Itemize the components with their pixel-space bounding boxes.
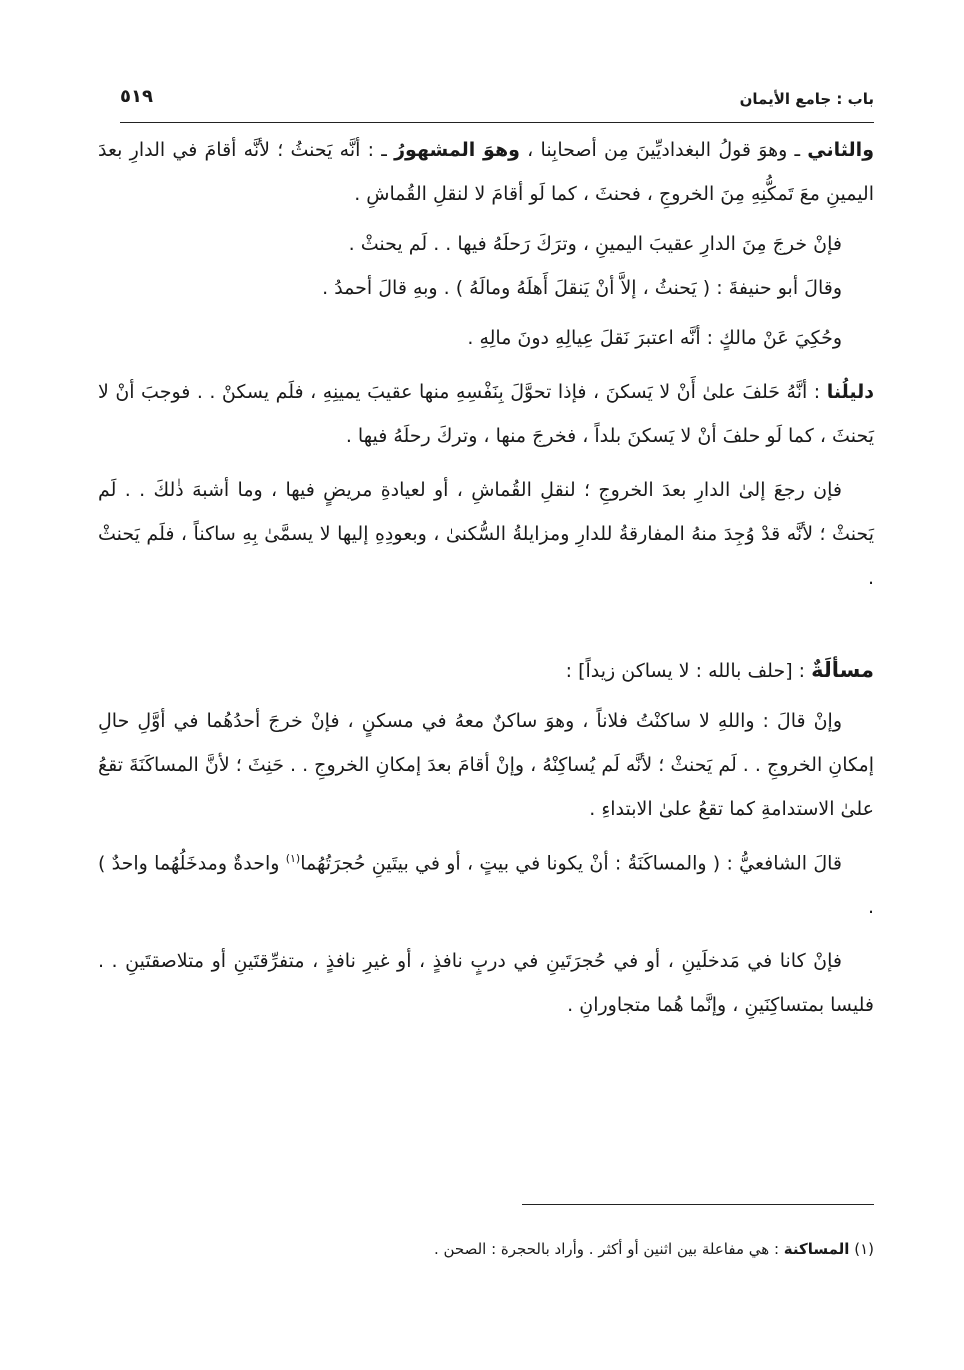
paragraph-lead: والثاني: [807, 139, 875, 161]
paragraph-text: وحُكِيَ عَنْ مالكٍ : أنَّه اعتبرَ نَقلَ عِيالِهِ دونَ مالِهِ .: [467, 327, 842, 349]
paragraph-text: فإنْ خرجَ مِنَ الدارِ عقيبَ اليمينِ ، وترَكَ رَحلَهُ فيها . . لَم يحنثْ .: [348, 233, 842, 255]
paragraph-text: فإن رجعَ إلىٰ الدارِ بعدَ الخروجِ ؛ لنقلِ القُماشِ ، أو لعيادةِ مريضٍ فيها ، وما أشبهَ ذٰلكَ . . لَم يَحنثْ ؛ لأنَّه قدْ وُجِدَ منهُ المفارقةُ للدارِ ومزايلةُ السُّكنىٰ ، وبعودِهِ إليها لا يسمَّىٰ بِهِ ساكناً ، فلَم يَحنثْ .: [98, 479, 874, 589]
footnote-text: : هي مفاعلة بين اثنين أو أكثر . وأراد بالحجرة : الصحن .: [433, 1240, 784, 1258]
paragraph-evidence: [98, 370, 874, 458]
paragraph-text: فإنْ كانا في مَدخلَينِ ، أو في حُجرَتَينِ في دربٍ نافذٍ ، أو غيرِ نافذٍ ، متفرِّقتَينِ أو متلاصقتَينِ . . فليسا بمتساكِنَينِ ، وإنَّما هُما متجاورانِ .: [98, 950, 874, 1017]
paragraph-leaving-house: [98, 222, 874, 266]
paragraph-abu-hanifa: [98, 266, 874, 310]
paragraph-malik: [98, 316, 874, 360]
paragraph-emphasis: وهوَ المشهورُ: [394, 139, 520, 161]
paragraph-lead: دليلُنا: [826, 381, 874, 403]
page-body: [98, 128, 874, 1027]
paragraph-text: وإنْ قالَ : واللهِ لا ساكنْتُ فلاناً ، وهوَ ساكنٌ معهُ في مسكنٍ ، فإنْ خرجَ أحدُهُما في أوَّلِ حالِ إمكانِ الخروجِ . . لَم يَحنثْ ؛ لأنَّه لَم يُساكِنْهُ ، وإنْ أقامَ بعدَ إمكانِ الخروجِ . . حَنِثَ ؛ لأنَّ المساكَنَةَ تقعُ علىٰ الاستدامةِ كما تقعُ علىٰ الابتداءِ .: [98, 710, 874, 820]
running-title: باب : جامع الأيمان: [739, 90, 874, 108]
page-number: ٥١٩: [120, 86, 153, 107]
paragraph-text: : أنَّهُ حَلفَ علىٰ أَنْ لا يَسكنَ ، فإذا تحوَّلَ بِنَفْسِهِ منها عقيبَ يمينِهِ ، فلَم يسكنْ . . فوجبَ أنْ لا يَحنثَ ، كما لَو حلفَ أنْ لا يَسكنَ بلداً ، فخرجَ منها ، وتركَ رحلَهُ فيها .: [98, 381, 874, 447]
page-header: [120, 82, 874, 123]
paragraph-separate-entrances: [98, 939, 874, 1027]
paragraph-shafii-quote: [98, 837, 874, 929]
paragraph-second-opinion: [98, 128, 874, 216]
masala-heading: [98, 648, 874, 693]
paragraph-text: وقالَ أبو حنيفةَ : ( يَحنثُ ، إلاَّ أنْ يَنقلَ أَهلَهُ ومالَهُ ) . وبهِ قالَ أحمدُ .: [322, 277, 842, 299]
footnote-term: المساكنة: [783, 1240, 850, 1258]
footnote-reference: (١): [285, 852, 301, 865]
paragraph-text: ـ وهوَ قولُ البغداديِّينَ مِن أصحابِنا ،: [519, 139, 808, 161]
footnote: [98, 1236, 874, 1262]
paragraph-text: قالَ الشافعيُّ : ( والمساكَنَةُ : أنْ يكونا في بيتٍ ، أو في بيتَينِ حُجرَتُهُما: [300, 852, 843, 875]
masala-word: مسألَةٌ: [811, 658, 874, 682]
footnote-divider: [522, 1204, 874, 1205]
paragraph-returning: [98, 468, 874, 600]
paragraph-text: واحدةٌ ومدخَلُهُما واحدٌ ) .: [98, 852, 874, 919]
paragraph-cohabitation-oath: [98, 699, 874, 831]
paragraph-text: ـ : أنَّه يَحنثُ ؛ لأنَّه أقامَ في الدارِ بعدَ اليمينِ معَ تَمكُّنِهِ مِنَ الخروجِ ، فحنثَ ، كما لَو أقامَ لا لنقلِ القُماشِ .: [98, 139, 874, 205]
masala-title: : [حلف بالله : لا يساكن زيداً] :: [565, 660, 812, 682]
footnote-marker: (١): [854, 1240, 874, 1258]
